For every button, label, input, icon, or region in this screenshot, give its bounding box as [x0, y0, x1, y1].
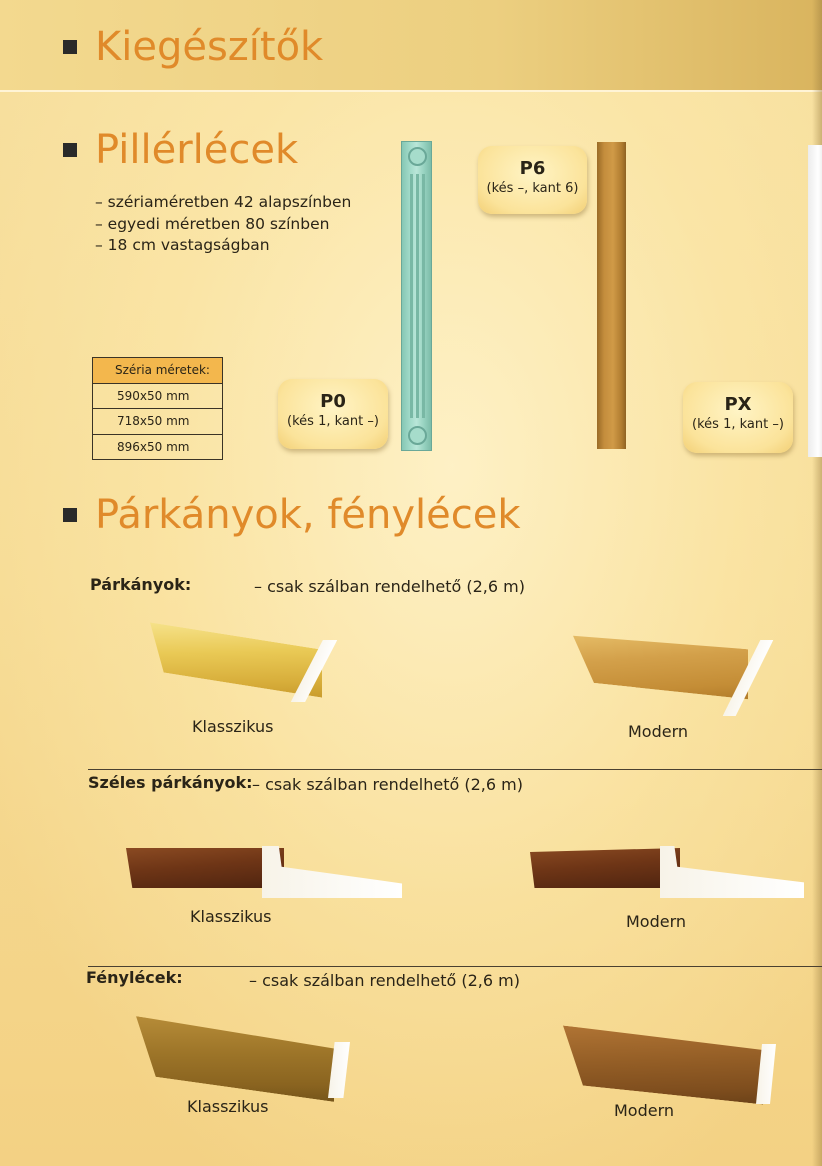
- group-label-fenylecek: Fénylécek:: [86, 968, 183, 987]
- pillar-groove: [416, 174, 419, 418]
- item-caption: Modern: [628, 722, 689, 741]
- square-bullet-icon: [63, 143, 77, 157]
- molding-image: [530, 848, 680, 888]
- item-caption: Klasszikus: [190, 907, 272, 926]
- feature-item: – szériaméretben 42 alapszínben: [95, 193, 352, 211]
- divider: [88, 966, 822, 967]
- pillar-groove: [410, 174, 413, 418]
- rosette-ornament: [408, 426, 427, 445]
- item-caption: Modern: [626, 912, 687, 931]
- item-caption: Klasszikus: [187, 1097, 269, 1116]
- variant-badge-p6: [478, 146, 587, 214]
- variant-badge-px: [683, 382, 793, 453]
- pillar-px-image: [808, 145, 822, 457]
- item-caption: Modern: [614, 1101, 675, 1120]
- molding-image: [563, 1025, 763, 1104]
- variant-code: P0: [320, 391, 346, 412]
- variant-desc: (kés 1, kant –): [692, 417, 784, 432]
- series-size-table: [92, 357, 223, 460]
- table-row: [93, 409, 223, 435]
- table-cell: 896x50 mm: [93, 434, 223, 460]
- square-bullet-icon: [63, 40, 77, 54]
- table-row: [93, 434, 223, 460]
- group-label-szeles-parkanyok: Széles párkányok:: [88, 773, 253, 792]
- molding-end-cap: [660, 846, 804, 898]
- molding-image: [573, 631, 748, 699]
- rosette-ornament: [408, 147, 427, 166]
- group-label-parkanyok: Párkányok:: [90, 575, 192, 594]
- molding-image: [150, 622, 322, 697]
- feature-item: – egyedi méretben 80 színben: [95, 214, 330, 233]
- page-title-text: Kiegészítők: [95, 24, 324, 70]
- section-title-parkanyok: [63, 492, 521, 538]
- table-cell: 718x50 mm: [93, 409, 223, 435]
- table-row: [93, 383, 223, 409]
- pillerlecek-feature-list: [95, 192, 351, 257]
- divider: [88, 769, 822, 770]
- section-title-text: Párkányok, fénylécek: [95, 492, 521, 538]
- pillar-p0-image: [401, 141, 432, 451]
- pillar-groove: [422, 174, 425, 418]
- variant-code: P6: [519, 158, 546, 179]
- item-caption: Klasszikus: [192, 717, 274, 736]
- group-note: – csak szálban rendelhető (2,6 m): [254, 577, 525, 596]
- variant-desc: (kés –, kant 6): [486, 181, 579, 196]
- section-title-text: Pillérlécek: [95, 127, 299, 173]
- square-bullet-icon: [63, 508, 77, 522]
- group-note: – csak szálban rendelhető (2,6 m): [249, 971, 520, 990]
- table-header: Széria méretek:: [93, 358, 223, 384]
- pillar-p6-image: [597, 142, 626, 449]
- feature-item: – 18 cm vastagságban: [95, 236, 270, 254]
- molding-image: [136, 1016, 334, 1102]
- page-title: [63, 24, 323, 70]
- variant-code: PX: [724, 394, 752, 415]
- table-cell: 590x50 mm: [93, 383, 223, 409]
- variant-badge-p0: [278, 379, 388, 449]
- variant-desc: (kés 1, kant –): [287, 414, 379, 429]
- group-note: – csak szálban rendelhető (2,6 m): [252, 775, 523, 794]
- molding-image: [126, 848, 284, 888]
- section-title-pillerlecek: [63, 127, 298, 173]
